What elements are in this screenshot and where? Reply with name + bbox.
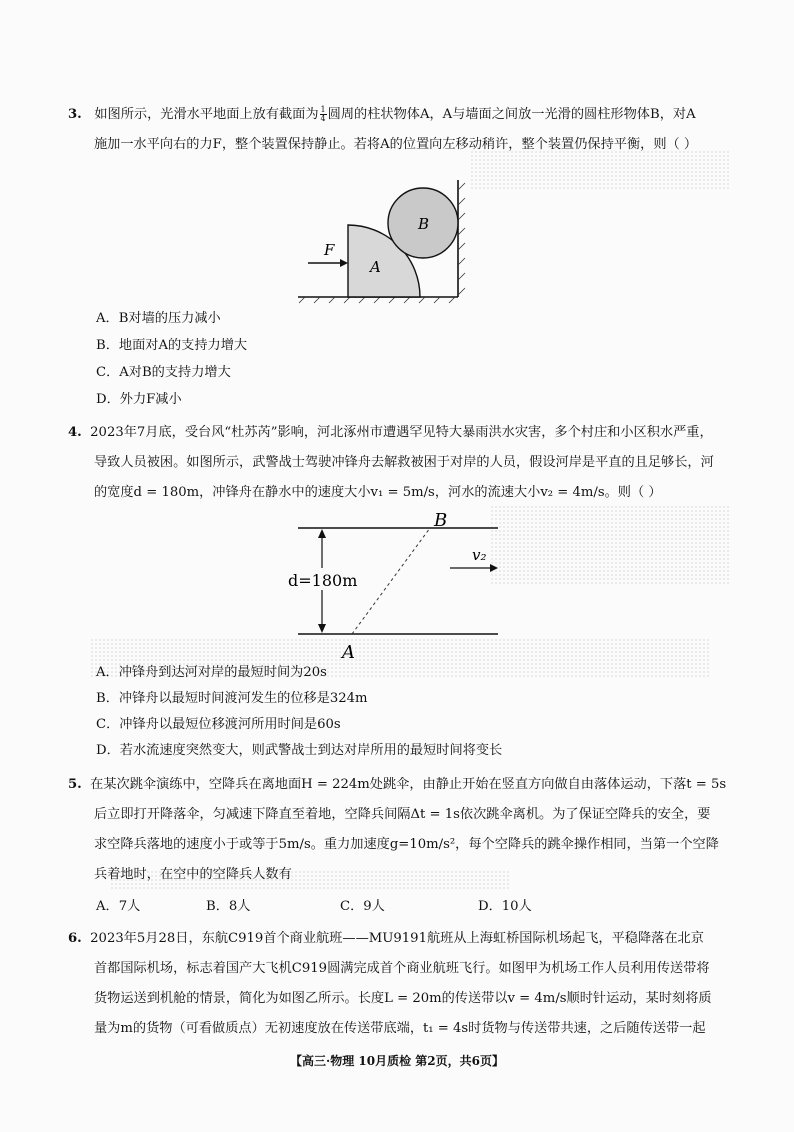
width-arrow-bottom — [318, 624, 326, 633]
q6-line1 — [68, 930, 704, 948]
label-b: B — [418, 215, 430, 233]
q6-number: 6. — [68, 931, 82, 946]
q3-line2: 施加一水平向右的力F，整个装置保持静止。若将A的位置向左移动稍许，整个装置仍保持平衡，则（ ） — [94, 137, 698, 152]
q5-option-c: C．9人 — [340, 899, 385, 914]
q5-line1 — [68, 776, 726, 794]
q3-option-d: D．外力F减小 — [96, 392, 182, 407]
label-a: A — [370, 258, 381, 276]
q3-number: 3. — [68, 107, 82, 122]
current-arrow-head — [490, 564, 498, 572]
q5-line2: 后立即打开降落伞，匀减速下降直至着地，空降兵间隔Δt = 1s依次跳伞离机。为了保证空降兵的安全，要 — [94, 807, 711, 822]
q3-text-b: 圆周的柱状物体A，A与墙面之间放一光滑的圆柱形物体B，对A — [327, 107, 696, 122]
q4-line1-text: 2023年7月底，受台风“杜苏芮”影响，河北涿州市遭遇罕见特大暴雨洪水灾害，多个村庄和小区积水严重， — [90, 425, 713, 440]
label-f: F — [324, 241, 335, 259]
label-v2: v₂ — [472, 546, 487, 564]
scan-noise — [490, 505, 730, 585]
q6-line2: 首都国际机场，标志着国产大飞机C919圆满完成首个商业航班飞行。如图甲为机场工作人员利用传送带将 — [94, 961, 710, 976]
q3-option-a: A．B对墙的压力减小 — [96, 311, 221, 326]
width-arrow-top — [318, 529, 326, 538]
q6-line4: 量为m的货物（可看做质点）无初速度放在传送带底端，t₁ = 4s时货物与传送带共速，之后随传送带一起 — [94, 1021, 706, 1036]
q5-option-b: B．8人 — [206, 899, 251, 914]
path-dashed-line — [352, 528, 430, 634]
label-d: d=180m — [288, 571, 358, 590]
ground-hatch — [299, 297, 455, 303]
frac-numerator: 1 — [320, 105, 326, 114]
q3-option-c: C．A对B的支持力增大 — [96, 365, 231, 380]
force-arrow-head — [340, 259, 348, 267]
label-b-point: B — [434, 510, 448, 531]
q5-line4: 兵着地时，在空中的空降兵人数有 — [94, 867, 292, 882]
q5-line1-text: 在某次跳伞演练中，空降兵在离地面H = 224m处跳伞，由静止开始在竖直方向做自由落体运动，下落t = 5s — [90, 777, 727, 792]
label-a-point: A — [342, 642, 355, 663]
page-footer: 【高三·物理 10月质检 第2页，共6页】 — [290, 1054, 504, 1068]
q6-line1-text: 2023年5月28日，东航C919首个商业航班——MU9191航班从上海虹桥国际机场起飞，平稳降落在北京 — [90, 931, 704, 946]
wall-hatch — [458, 183, 465, 295]
q4-figure — [270, 506, 510, 664]
q5-option-a: A．7人 — [96, 899, 141, 914]
frac-denominator: 4 — [320, 114, 326, 123]
q3-text-a: 如图所示，光滑水平地面上放有截面为 — [94, 107, 319, 122]
q4-line1 — [68, 424, 713, 442]
q5-number: 5. — [68, 777, 82, 792]
q4-number: 4. — [68, 425, 82, 440]
q3-option-b: B．地面对A的支持力增大 — [96, 338, 248, 353]
q5-line3: 求空降兵落地的速度小于或等于5m/s。重力加速度g=10m/s²，每个空降兵的跳伞操作相同，当第一个空降 — [94, 837, 719, 852]
q4-option-d: D．若水流速度突然变大，则武警战士到达对岸所用的最短时间将变长 — [96, 743, 503, 758]
q3-line1 — [68, 106, 696, 124]
q3-figure — [290, 175, 480, 305]
q4-option-c: C．冲锋舟以最短位移渡河所用时间是60s — [96, 717, 341, 732]
quarter-fraction — [320, 106, 327, 123]
q6-line3: 货物运送到机舱的情景，简化为如图乙所示。长度L = 20m的传送带以v = 4m/s顺时针运动，某时刻将质 — [94, 991, 712, 1006]
q4-line2: 导致人员被困。如图所示，武警战士驾驶冲锋舟去解救被困于对岸的人员，假设河岸是平直的且足够长，河 — [94, 455, 714, 470]
scan-noise — [470, 150, 730, 190]
q5-option-d: D．10人 — [478, 899, 532, 914]
q4-option-b: B．冲锋舟以最短时间渡河发生的位移是324m — [96, 691, 368, 706]
q4-line3: 的宽度d = 180m，冲锋舟在静水中的速度大小v₁ = 5m/s，河水的流速大小v₂ = 4m/s。则（ ） — [94, 485, 662, 500]
q4-option-a: A．冲锋舟到达河对岸的最短时间为20s — [96, 665, 327, 680]
